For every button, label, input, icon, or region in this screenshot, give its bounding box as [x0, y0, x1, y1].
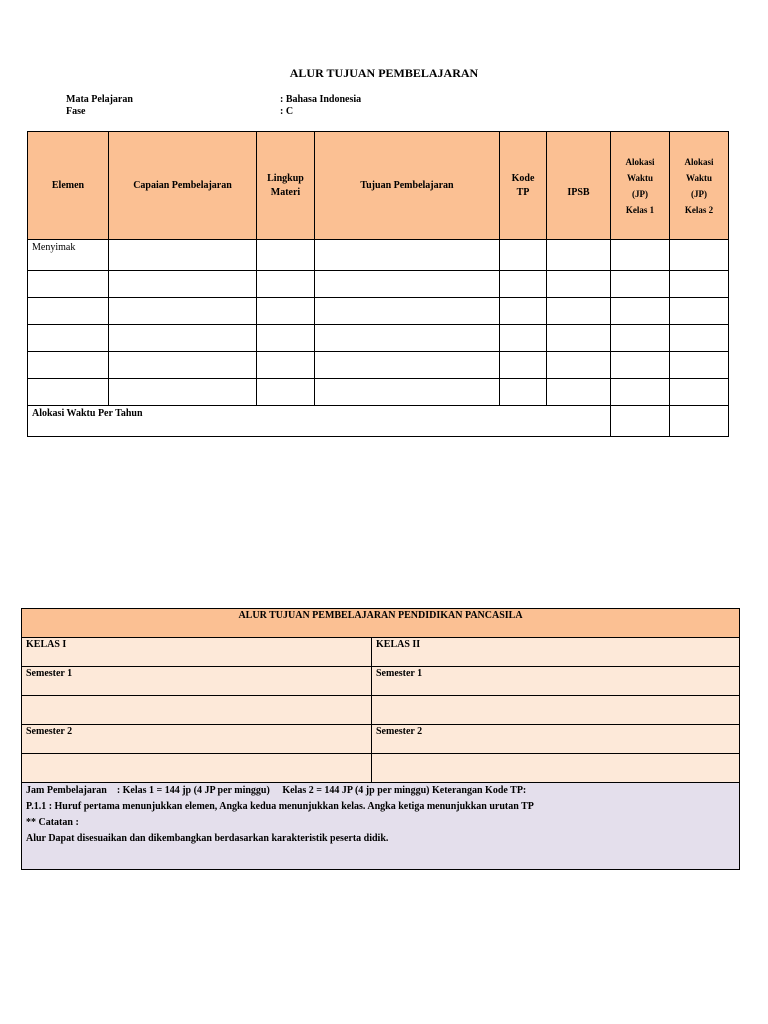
header-kode [500, 132, 547, 240]
table-cell [547, 271, 611, 298]
table-cell [547, 352, 611, 379]
table-cell [315, 240, 500, 271]
table-cell [611, 352, 670, 379]
kelas2-semester1-label: Semester 1 [372, 667, 740, 696]
table-cell [109, 352, 257, 379]
table-cell [109, 240, 257, 271]
table-cell [670, 271, 729, 298]
total-cell-kelas2 [670, 406, 729, 437]
table-cell [257, 352, 315, 379]
meta-value-phase: : C [280, 106, 294, 117]
header-ipsb: IPSB [547, 132, 611, 240]
table-row [28, 240, 729, 271]
pancasila-table-title: ALUR TUJUAN PEMBELAJARAN PENDIDIKAN PANCASILA [22, 609, 740, 638]
table-row [28, 271, 729, 298]
total-label: Alokasi Waktu Per Tahun [28, 406, 611, 437]
table-cell [547, 240, 611, 271]
table-cell [109, 379, 257, 406]
table-cell [28, 271, 109, 298]
table-cell [315, 379, 500, 406]
kelas2-semester2-label: Semester 2 [372, 725, 740, 754]
pancasila-table [21, 608, 740, 870]
total-row [28, 406, 729, 437]
table-cell [109, 325, 257, 352]
table-cell [257, 298, 315, 325]
document-title: ALUR TUJUAN PEMBELAJARAN [289, 66, 479, 80]
table-cell [670, 352, 729, 379]
note-kode-tp: P.1.1 : Huruf pertama menunjukkan elemen, Angka kedua menunjukkan kelas. Angka ketiga menunjukkan urutan TP [26, 801, 534, 812]
table-cell [315, 271, 500, 298]
header-alokasi-kelas1 [611, 132, 670, 240]
element-cell: Menyimak [28, 240, 109, 271]
header-alokasi2-line: (JP) [691, 188, 707, 199]
header-alokasi1-line: Waktu [626, 172, 653, 183]
table-cell [611, 325, 670, 352]
table-row [28, 379, 729, 406]
header-lingkup-line: Materi [270, 186, 301, 198]
table-cell [315, 352, 500, 379]
kelas1-semester2-content [22, 754, 372, 783]
kelas2-semester1-content [372, 696, 740, 725]
table-cell [109, 298, 257, 325]
header-elemen: Elemen [28, 132, 109, 240]
table-row [28, 352, 729, 379]
note-catatan-heading: ** Catatan : [26, 817, 79, 828]
note-catatan-text: Alur Dapat disesuaikan dan dikembangkan berdasarkan karakteristik peserta didik. [26, 833, 389, 844]
header-alokasi2-line: Kelas 2 [684, 204, 714, 215]
header-alokasi1-line: (JP) [632, 188, 648, 199]
table-cell [670, 379, 729, 406]
kelas2-label: KELAS II [372, 638, 740, 667]
header-lingkup [257, 132, 315, 240]
table-cell [500, 325, 547, 352]
kelas1-label: KELAS I [22, 638, 372, 667]
header-kode-line: TP [516, 186, 530, 198]
table-cell [500, 271, 547, 298]
table-row [28, 325, 729, 352]
table-cell [670, 240, 729, 271]
table-row [28, 298, 729, 325]
table-cell [257, 379, 315, 406]
atp-table [27, 131, 729, 437]
kelas1-semester1-label: Semester 1 [22, 667, 372, 696]
table-cell [611, 379, 670, 406]
header-alokasi2-line: Alokasi [684, 156, 714, 167]
table-cell [257, 240, 315, 271]
table-cell [611, 271, 670, 298]
table-cell [547, 379, 611, 406]
table-cell [500, 240, 547, 271]
kelas1-semester2-label: Semester 2 [22, 725, 372, 754]
table-cell [547, 325, 611, 352]
table-cell [257, 325, 315, 352]
header-alokasi2-line: Waktu [685, 172, 712, 183]
meta-label-phase: Fase [66, 106, 86, 117]
table-cell [611, 240, 670, 271]
header-capaian: Capaian Pembelajaran [109, 132, 257, 240]
table-cell [28, 325, 109, 352]
table-cell [670, 325, 729, 352]
header-lingkup-line: Lingkup [267, 172, 304, 184]
header-alokasi1-line: Kelas 1 [625, 204, 655, 215]
meta-value-subject: : Bahasa Indonesia [280, 94, 362, 105]
kelas1-semester1-content [22, 696, 372, 725]
meta-label-subject: Mata Pelajaran [66, 94, 133, 105]
table-cell [315, 298, 500, 325]
table-cell [500, 352, 547, 379]
table-cell [315, 325, 500, 352]
table-cell [28, 298, 109, 325]
table-cell [547, 298, 611, 325]
kelas2-semester2-content [372, 754, 740, 783]
table-cell [257, 271, 315, 298]
header-kode-line: Kode [511, 172, 535, 184]
table-cell [670, 298, 729, 325]
total-cell-kelas1 [611, 406, 670, 437]
note-jam-pembelajaran: Jam Pembelajaran : Kelas 1 = 144 jp (4 JP per minggu) Kelas 2 = 144 JP (4 jp per minggu) Keterangan Kode TP: [26, 785, 527, 796]
header-alokasi1-line: Alokasi [625, 156, 655, 167]
table-cell [109, 271, 257, 298]
atp-header-row [28, 132, 729, 240]
table-cell [611, 298, 670, 325]
header-alokasi-kelas2 [670, 132, 729, 240]
header-tujuan: Tujuan Pembelajaran [315, 132, 500, 240]
table-cell [500, 379, 547, 406]
notes-cell [22, 783, 740, 870]
table-cell [500, 298, 547, 325]
table-cell [28, 352, 109, 379]
table-cell [28, 379, 109, 406]
